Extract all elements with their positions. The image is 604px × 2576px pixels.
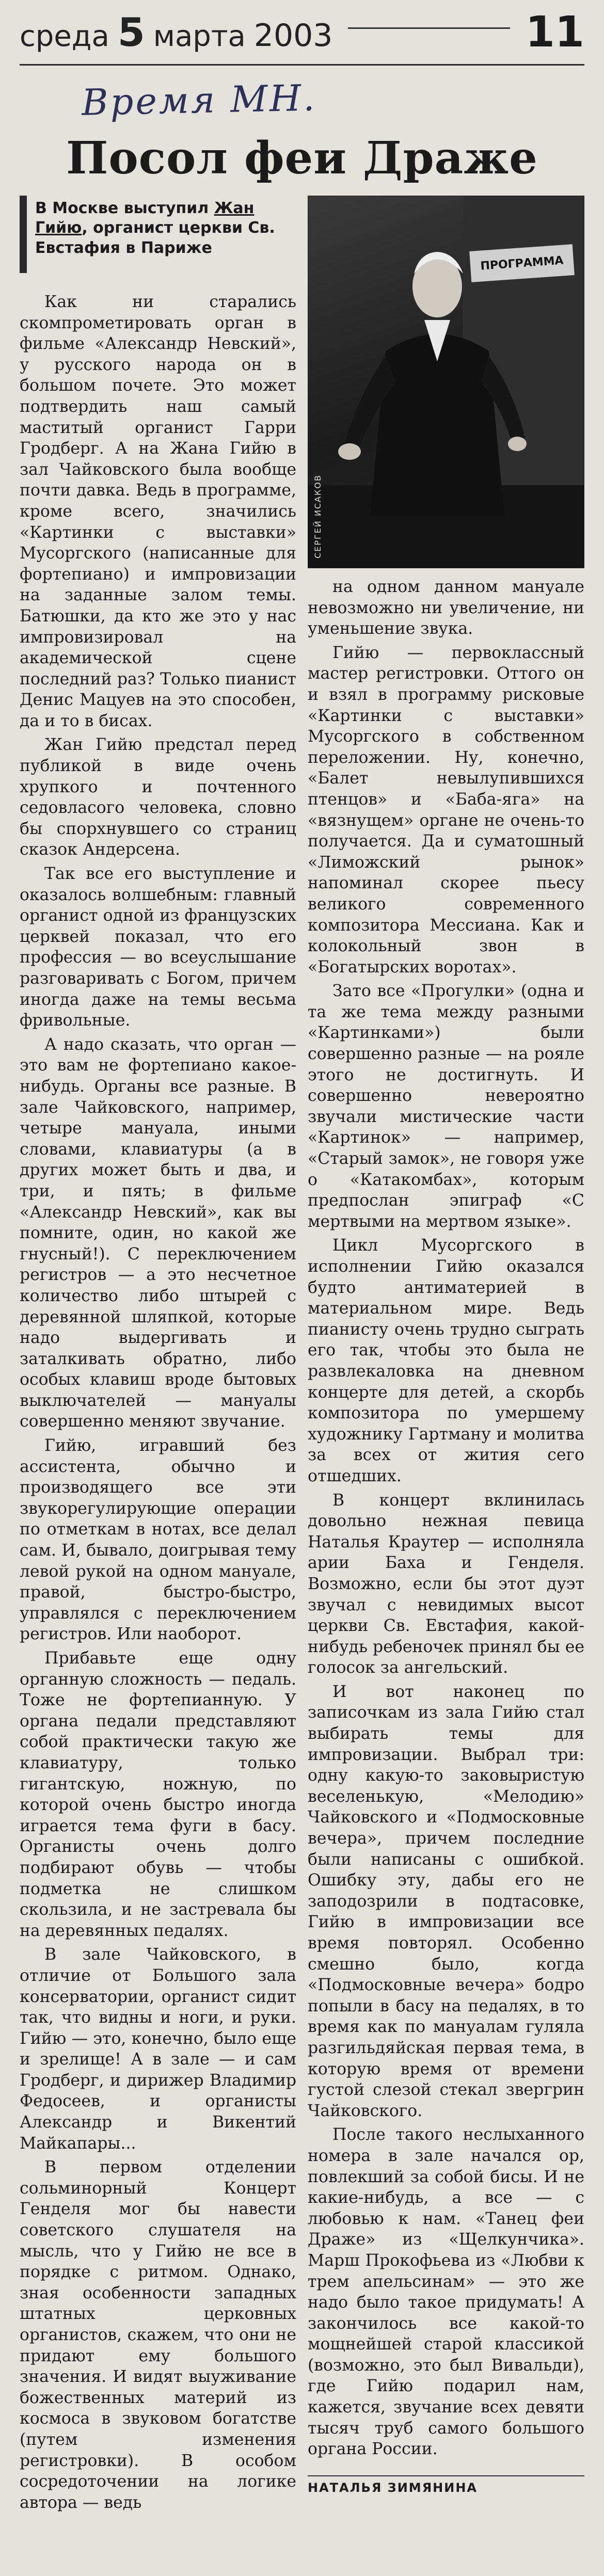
month: марта: [153, 19, 246, 53]
photo-credit: СЕРГЕЙ ИСАКОВ: [313, 474, 323, 558]
year: 2003: [253, 17, 333, 54]
article-paragraph: Так все его выступление и оказалось волшебным: главный органист одной из французских церквей показал, что его профессия — во всеуслышание разговаривать с Богом, причем иногда даже на темы весьма фривольные.: [20, 865, 296, 1030]
day: 5: [117, 9, 145, 55]
page-header: [20, 0, 584, 66]
article-paragraph: Цикл Мусоргского в исполнении Гийю оказался будто антиматерией в материальном мире. Ведь пианисту очень трудно сыграть его так, чтобы это была не развлекаловка на дневном концерте для детей, а скорбь композитора по умершему художнику Гартману и молитва за всех от жития сего отшедших.: [308, 1236, 584, 1485]
article-paragraph: Жан Гийю предстал перед публикой в виде очень хрупкого и почтенного седовласого человека, словно бы спорхнувшего со страниц сказок Андерсена.: [20, 735, 296, 859]
byline: НАТАЛЬЯ ЗИМЯНИНА: [308, 2475, 584, 2495]
left-column-text: [20, 292, 296, 2513]
article-paragraph: Гийю, игравший без ассистента, обычно и производящего все эти звукорегулирующие операции по отметкам в нотах, все делал сам. И, бывало, доигрывая тему левой рукой на одном мануале, правой, быстро-быстро, управлялся с переключением регистров. Или наоборот.: [20, 1436, 296, 1644]
article-title: Посол феи Драже: [66, 132, 538, 184]
article-paragraph: Как ни старались скомпрометировать орган в фильме «Александр Невский», у русского народа он в большом почете. Это может подтвердить наш самый маститый органист Гарри Гродберг. А на Жана Гийю в зал Чайковского была вообще почти давка. Ведь в программе, кроме всего, значились «Картинки с выставки» Мусоргского (написанные для фортепиано) и импровизации на заданные залом темы. Батюшки, да кто же это у нас импровизировал на академической сцене последний раз? Только пианист Денис Мацуев на это способен, да и то в бисах.: [20, 293, 296, 730]
article-paragraph: Зато все «Прогулки» (одна и та же тема между разными «Картинками») были совершенно разные — на рояле этого не достигнуть. И совершенно невероятно звучали мистические части «Картинок» — например, «Старый замок», не говоря уже о «Катакомбах», которым предпослан эпиграф «С мертвыми на мертвом языке».: [308, 982, 584, 1231]
header-rule: [348, 27, 510, 29]
article-paragraph: на одном данном мануале невозможно ни увеличение, ни уменьшение звука.: [308, 578, 584, 638]
issue-date: [20, 9, 332, 55]
article-paragraph: Прибавьте еще одну органную сложность — педаль. Тоже не фортепианную. У органа педали представляют собой практически такую же клавиатуру, только гигантскую, ножную, по которой очень быстро иногда играется тема фуги в басу. Органисты очень долго подбирают обувь — чтобы подметка не слишком скользила, и не застревала бы на деревянных педалях.: [20, 1649, 296, 1940]
article-paragraph: А надо сказать, что орган — это вам не фортепиано какое-нибудь. Органы все разные. В зале Чайковского, например, четыре мануала, иными словами, клавиатуры (а в других может быть и два, и три, и пять; в фильме «Александр Невский», как вы помните, один, но какой же гнусный!). С переключением регистров — а это несчетное количество либо штырей с деревянной шляпкой, которые надо выдергивать и заталкивать обратно, либо особых клавиш вроде бытовых выключателей — мануалы совершенно меняют звучание.: [20, 1035, 296, 1431]
article-paragraph: Гийю — первоклассный мастер регистровки. Оттого он и взял в программу рисковые «Картинки с выставки» Мусоргского в собственном переложении. Ну, конечно, «Балет невылупившихся птенцов» и «Баба-яга» на «вязнущем» органе не очень-то получается. Да и суматошный «Лиможский рынок» напоминал скорее пьесу великого современного композитора Мессиана. Как и колокольный звон в «Богатырских воротах».: [308, 643, 584, 977]
left-column: [20, 196, 296, 2513]
right-column-text: [308, 577, 584, 2460]
article-paragraph: И вот наконец по записочкам из зала Гийю стал выбирать темы для импровизации. Выбрал три: одну какую-то заковыристую веселенькую, «Мелодию» Чайковского и «Подмосковные вечера», причем последние были написаны с ошибкой. Ошибку эту, дабы его не заподозрили в подтасовке, Гийю в импровизации все время повторял. Особенно смешно было, когда «Подмосковные вечера» бодро попыли в басу на педалях, в то время как по мануалам гуляла разгильдяйская первая тема, в которую время от времени густой слезой стекал звергрин Чайковского.: [308, 1682, 584, 2120]
handwritten-note: Время МН.: [81, 76, 317, 124]
weekday: среда: [20, 19, 109, 53]
page-number: 11: [525, 7, 584, 57]
article-paragraph: В первом отделении сольминорный Концерт Генделя мог бы навести советского слушателя на мысль, что у Гийю не все в порядке с ритмом. Однако, зная особенности западных штатных церковных органистов, скажем, что они не придают ему большого значения. И видят выуживание божественных материй из космоса в звуковом богатстве (путем изменения регистровки). В особом сосредоточении на логике автора — ведь: [20, 2158, 296, 2512]
lead-after: , органист церкви Св. Евстафия в Париже: [35, 219, 275, 257]
article-columns: [20, 196, 584, 2513]
program-sign: ПРОГРАММА: [469, 244, 575, 282]
article-lead: [20, 196, 296, 273]
article-paragraph: В зале Чайковского, в отличие от Большого зала консерватории, органист сидит так, что видны и ноги, и руки. Гийю — это, конечно, было еще и зрелище! А в зале — и сам Гродберг, и дирижер Владимир Федосеев, и органисты Александр и Викентий Майкапары...: [20, 1945, 296, 2153]
lead-underlined: Жан Гийю: [35, 199, 255, 237]
article-paragraph: После такого неслыханного номера в зале начался ор, повлекший за собой бисы. И не какие-нибудь, а все — с любовью к нам. «Танец феи Драже» из «Щелкунчика». Марш Прокофьева из «Любви к трем апельсинам» — это же надо было такое придумать! А закончилось все какой-то мощнейшей старой классикой (возможно, это был Вивальди), где Гийю подарил нам, кажется, звучание всех девяти тысяч труб самого большого органа России.: [308, 2125, 584, 2459]
lead-before: В Москве выступил: [35, 199, 214, 217]
article-paragraph: В концерт вклинилась довольно нежная певица Наталья Краутер — исполняла арии Баха и Генделя. Возможно, если бы этот дуэт звучал с невидимых высот церкви Св. Евстафия, какой-нибудь ребеночек принял бы ее голосок за ангельский.: [308, 1491, 584, 1677]
organist-photo: [308, 196, 584, 568]
right-column: [308, 196, 584, 2513]
